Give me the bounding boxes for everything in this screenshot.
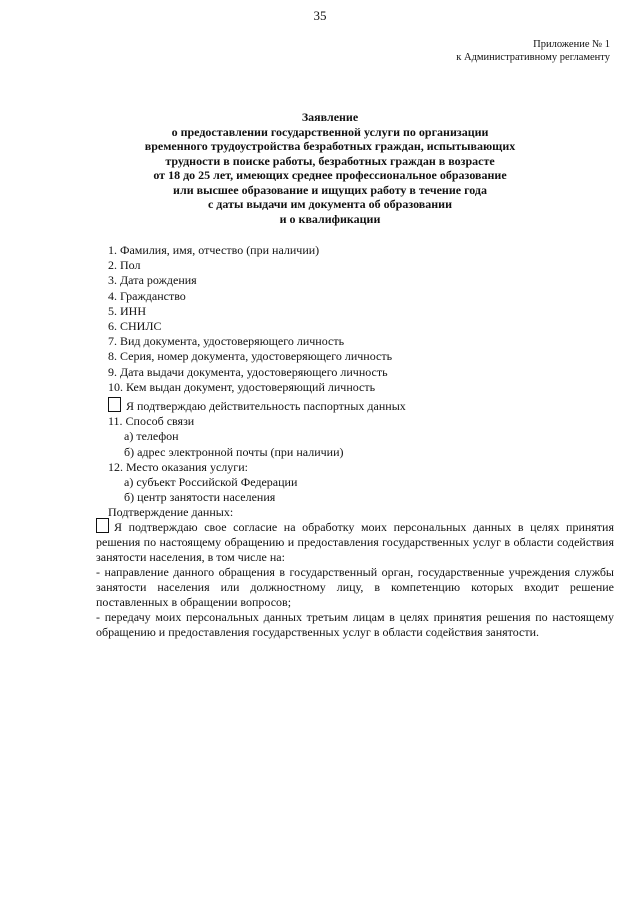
consent-main — [96, 518, 614, 565]
title-line: с даты выдачи им документа об образовании — [207, 197, 453, 211]
title-line: временного трудоустройства безработных граждан, испытывающих — [144, 139, 516, 153]
title-line: о предоставлении государственной услуги по организации — [171, 124, 489, 139]
page-number: 35 — [313, 8, 327, 23]
field-citizenship: 4. Гражданство — [108, 288, 186, 303]
field-inn: 5. ИНН — [108, 303, 146, 318]
consent-item-forwarding: - направление данного обращения в государственный орган, государственные учреждения службы занятости населения или должностному лицу, в компетенцию которых входит решение поставленных в обращении вопросов; — [96, 565, 614, 609]
appendix-line-2: к Административному регламенту — [456, 52, 610, 63]
place-option-region: а) субъект Российской Федерации — [124, 475, 298, 490]
passport-confirm-checkbox[interactable] — [108, 397, 121, 412]
title-line: Заявление — [301, 110, 359, 124]
field-full-name: 1. Фамилия, имя, отчество (при наличии) — [108, 243, 320, 257]
title-line: трудности в поиске работы, безработных граждан в возрасте — [165, 153, 495, 168]
document-title — [110, 110, 550, 226]
service-place-label: 12. Место оказания услуги: — [108, 459, 248, 474]
consent-item-third-parties: - передачу моих персональных данных третьим лицам в целях принятия решения по настоящему обращению и предоставления государственных услуг в области содействия занятости. — [96, 610, 614, 639]
application-fields — [108, 243, 406, 521]
consent-checkbox[interactable] — [96, 518, 109, 533]
consent-main-text: Я подтверждаю свое согласие на обработку моих персональных данных в целях принятия решения по настоящему обращению и предоставления государственных услуг в области содействия занятости населения, в том числе на: — [96, 520, 614, 564]
contact-method-label: 11. Способ связи — [108, 414, 195, 429]
appendix-reference — [456, 38, 610, 64]
title-line: или высшее образование и ищущих работу в течение года — [173, 182, 487, 197]
contact-option-email: б) адрес электронной почты (при наличии) — [124, 444, 344, 459]
consent-block — [96, 518, 614, 640]
contact-option-phone: а) телефон — [124, 429, 179, 444]
field-birth-date: 3. Дата рождения — [108, 273, 197, 288]
field-id-issue-date: 9. Дата выдачи документа, удостоверяющего личность — [108, 364, 388, 379]
field-id-type: 7. Вид документа, удостоверяющего личность — [108, 334, 345, 349]
field-id-number: 8. Серия, номер документа, удостоверяющего личность — [108, 349, 393, 364]
passport-confirm-row — [108, 397, 406, 414]
field-id-issuer: 10. Кем выдан документ, удостоверяющий личность — [108, 379, 376, 394]
appendix-line-1: Приложение № 1 — [533, 39, 610, 50]
passport-confirm-label: Я подтверждаю действительность паспортных данных — [126, 399, 406, 414]
place-option-center: б) центр занятости населения — [124, 490, 276, 505]
title-line: и о квалификации — [279, 211, 381, 226]
field-snils: 6. СНИЛС — [108, 319, 162, 334]
field-gender: 2. Пол — [108, 258, 141, 273]
title-line: от 18 до 25 лет, имеющих среднее профессиональное образование — [153, 168, 507, 182]
confirmation-label: Подтверждение данных: — [108, 505, 234, 520]
